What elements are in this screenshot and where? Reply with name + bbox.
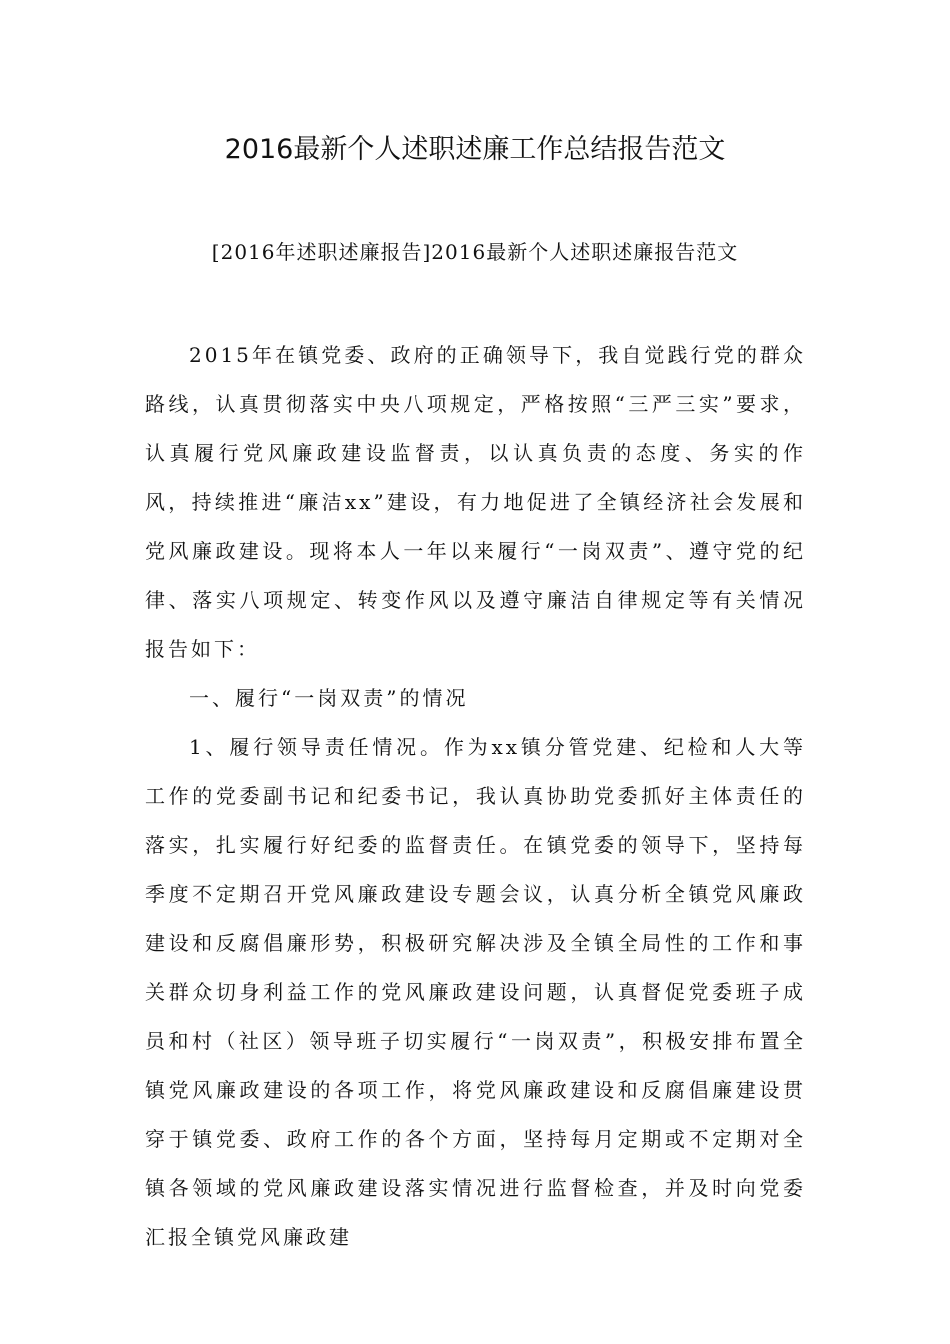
section-heading: 一、履行“一岗双责”的情况 [189, 686, 469, 710]
body-paragraph: 1、履行领导责任情况。作为xx镇分管党建、纪检和人大等工作的党委副书记和纪委书记，我认真协助党委抓好主体责任的落实，扎实履行好纪委的监督责任。在镇党委的领导下，坚持每季度不定期召开党风廉政建设专题会议，认真分析全镇党风廉政建设和反腐倡廉形势，积极研究解决涉及全镇全局性的工作和事关群众切身利益工作的党风廉政建设问题，认真督促党委班子成员和村（社区）领导班子切实履行“一岗双责”，积极安排布置全镇党风廉政建设的各项工作，将党风廉政建设和反腐倡廉建设贯穿于镇党委、政府工作的各个方面，坚持每月定期或不定期对全镇各领域的党风廉政建设落实情况进行监督检查，并及时向党委汇报全镇党风廉政建 [145, 735, 806, 1249]
document-subtitle: [2016年述职述廉报告]2016最新个人述职述廉报告范文 [211, 240, 739, 264]
body-paragraph: 2015年在镇党委、政府的正确领导下，我自觉践行党的群众路线，认真贯彻落实中央八项规定，严格按照“三严三实”要求，认真履行党风廉政建设监督责，以认真负责的态度、务实的作风，持续推进“廉洁xx”建设，有力地促进了全镇经济社会发展和党风廉政建设。现将本人一年以来履行“一岗双责”、遵守党的纪律、落实八项规定、转变作风以及遵守廉洁自律规定等有关情况报告如下： [145, 343, 806, 661]
document-title: 2016最新个人述职述廉工作总结报告范文 [224, 134, 726, 165]
document-body [145, 331, 806, 1262]
